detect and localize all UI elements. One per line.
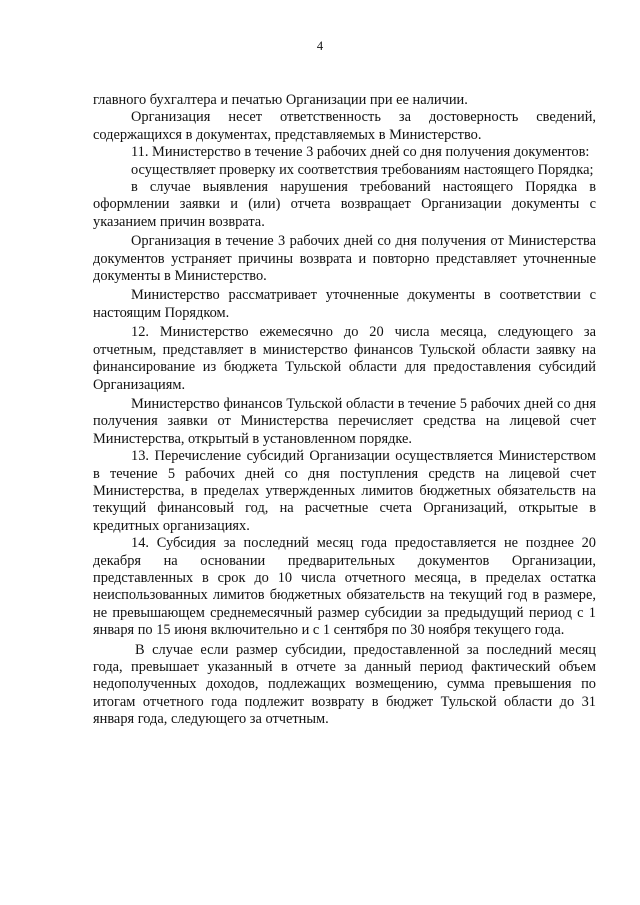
- paragraph-item-11-return: в случае выявления нарушения требований настоящего Порядка в оформлении заявки и (или) отчета возвращает Организации документы с указанием причин возврата.: [93, 179, 596, 230]
- document-body: [93, 92, 596, 729]
- paragraph-item-13: 13. Перечисление субсидий Организации осуществляется Министерством в течение 5 рабочих дней со дня поступления средств на лицевой счет Министерства, в пределах утвержденных лимитов бюджетных обязательств на текущий финансовый год, на расчетные счета Организаций, открытые в кредитных организациях.: [93, 448, 596, 534]
- page-number: 4: [316, 39, 324, 53]
- paragraph-item-14-refund: В случае если размер субсидии, предоставленной за последний месяц года, превышает указанный в отчете за данный период фактический объем недополученных доходов, подлежащих возмещению, сумма превышения по итогам отчетного года подлежит возврату в бюджет Тульской области до 31 января года, следующего за отчетным.: [93, 641, 596, 728]
- paragraph-item-14: 14. Субсидия за последний месяц года предоставляется не позднее 20 декабря на основании предварительных документов Организации, представленных в срок до 10 числа отчетного месяца, в пределах остатка неиспользованных лимитов бюджетных обязательств на текущий год в размере, не превышающем среднемесячный размер субсидии за предыдущий период с 1 января по 15 июня включительно и с 1 сентября по 30 ноября текущего года.: [93, 535, 596, 639]
- paragraph-item-11-review: Министерство рассматривает уточненные документы в соответствии с настоящим Порядком.: [93, 287, 596, 321]
- paragraph-continuation: главного бухгалтера и печатью Организации при ее наличии.: [93, 92, 468, 108]
- paragraph-responsibility: Организация несет ответственность за достоверность сведений, содержащихся в документах, представляемых в Министерство.: [93, 109, 596, 143]
- paragraph-item-12-transfer: Министерство финансов Тульской области в течение 5 рабочих дней со дня получения заявки от Министерства перечисляет средства на лицевой счет Министерства, открытый в установленном порядке.: [93, 395, 596, 447]
- paragraph-item-11: 11. Министерство в течение 3 рабочих дней со дня получения документов:: [131, 144, 590, 161]
- paragraph-item-11-check: осуществляет проверку их соответствия требованиям настоящего Порядка;: [131, 161, 594, 178]
- paragraph-item-11-resubmit: Организация в течение 3 рабочих дней со дня получения от Министерства документов устраняет причины возврата и повторно представляет уточненные документы в Министерство.: [93, 233, 596, 285]
- paragraph-item-12: 12. Министерство ежемесячно до 20 числа месяца, следующего за отчетным, представляет в министерство финансов Тульской области заявку на финансирование из бюджета Тульской области для предоставления субсидий Организациям.: [93, 324, 596, 393]
